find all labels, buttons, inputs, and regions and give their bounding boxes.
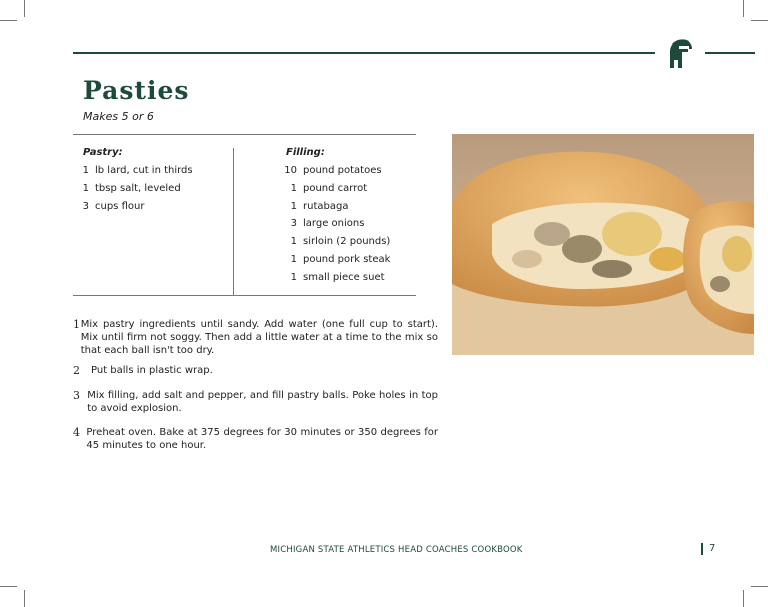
footer-book-title: MICHIGAN STATE ATHLETICS HEAD COACHES COOKBOOK [270,545,523,555]
ingredient-item: tbsp salt, leveled [95,182,181,194]
ingredient-item: lb lard, cut in thirds [95,165,193,176]
crop-mark [0,20,17,21]
ingredient-item: cups flour [95,200,145,212]
ingredient-item: pound potatoes [303,165,382,176]
ingredient-item: pound pork steak [303,253,391,265]
ingredient-row [276,215,390,233]
step-text: Mix pastry ingredients until sandy. Add water (one full cup to start). Mix until firm not soggy. Then add a little water at a time to the mix so that each ball isn't too dry. [80,319,438,356]
ingredients-top-rule [73,134,416,135]
pasty-illustration [452,134,754,355]
ingredient-qty: 3 [82,200,89,212]
pasty-photo [452,134,754,355]
ingredient-row [276,233,390,251]
ingredients-column-divider [233,148,234,295]
ingredient-item: large onions [303,218,365,230]
recipe-yield: Makes 5 or 6 [83,110,154,123]
crop-mark [751,586,768,587]
ingredient-row [276,198,390,216]
step-number: 1 [73,318,80,331]
step-number: 4 [73,426,80,439]
ingredient-qty: 3 [290,218,297,230]
header-rule [73,52,655,54]
instruction-step [73,318,438,357]
ingredient-qty: 1 [82,165,89,176]
ingredient-row [78,198,193,216]
step-text: Put balls in plastic wrap. [91,365,213,376]
ingredient-qty: 10 [284,165,297,176]
page-number: 7 [709,543,716,554]
ingredient-qty: 1 [290,200,297,212]
ingredient-qty: 1 [290,182,297,194]
header-rule-right [705,52,755,54]
ingredient-item: small piece suet [303,271,385,283]
step-number: 2 [73,364,80,377]
crop-mark [0,586,17,587]
ingredient-row [78,162,193,180]
footer-divider [701,543,703,555]
ingredient-row [276,180,390,198]
ingredient-qty: 1 [290,253,297,265]
step-number: 3 [73,389,80,402]
instruction-step [73,364,438,377]
ingredient-row [276,269,390,287]
instruction-step [73,426,438,452]
crop-mark [24,590,25,607]
pastry-list [78,162,193,215]
ingredients-bottom-rule [73,295,416,296]
step-text: Mix filling, add salt and pepper, and fill pastry balls. Poke holes in top to avoid explosion. [87,390,438,414]
crop-mark [24,0,25,17]
ingredient-row [276,162,390,180]
ingredient-qty: 1 [290,271,297,283]
crop-mark [751,20,768,21]
ingredient-item: rutabaga [303,200,349,212]
filling-list [276,162,390,287]
ingredient-qty: 1 [82,182,89,194]
ingredient-row [78,180,193,198]
recipe-title: Pasties [83,76,190,105]
ingredient-item: sirloin (2 pounds) [303,236,391,248]
step-text: Preheat oven. Bake at 375 degrees for 30 minutes or 350 degrees for 45 minutes to one hour. [86,427,438,451]
pastry-heading: Pastry: [83,147,123,158]
ingredient-row [276,251,390,269]
crop-mark [743,590,744,607]
ingredient-qty: 1 [290,236,297,248]
instruction-step [73,389,438,415]
ingredient-item: pound carrot [303,182,368,194]
crop-mark [743,0,744,17]
filling-heading: Filling: [286,147,325,158]
spartan-helmet-icon [666,38,694,70]
